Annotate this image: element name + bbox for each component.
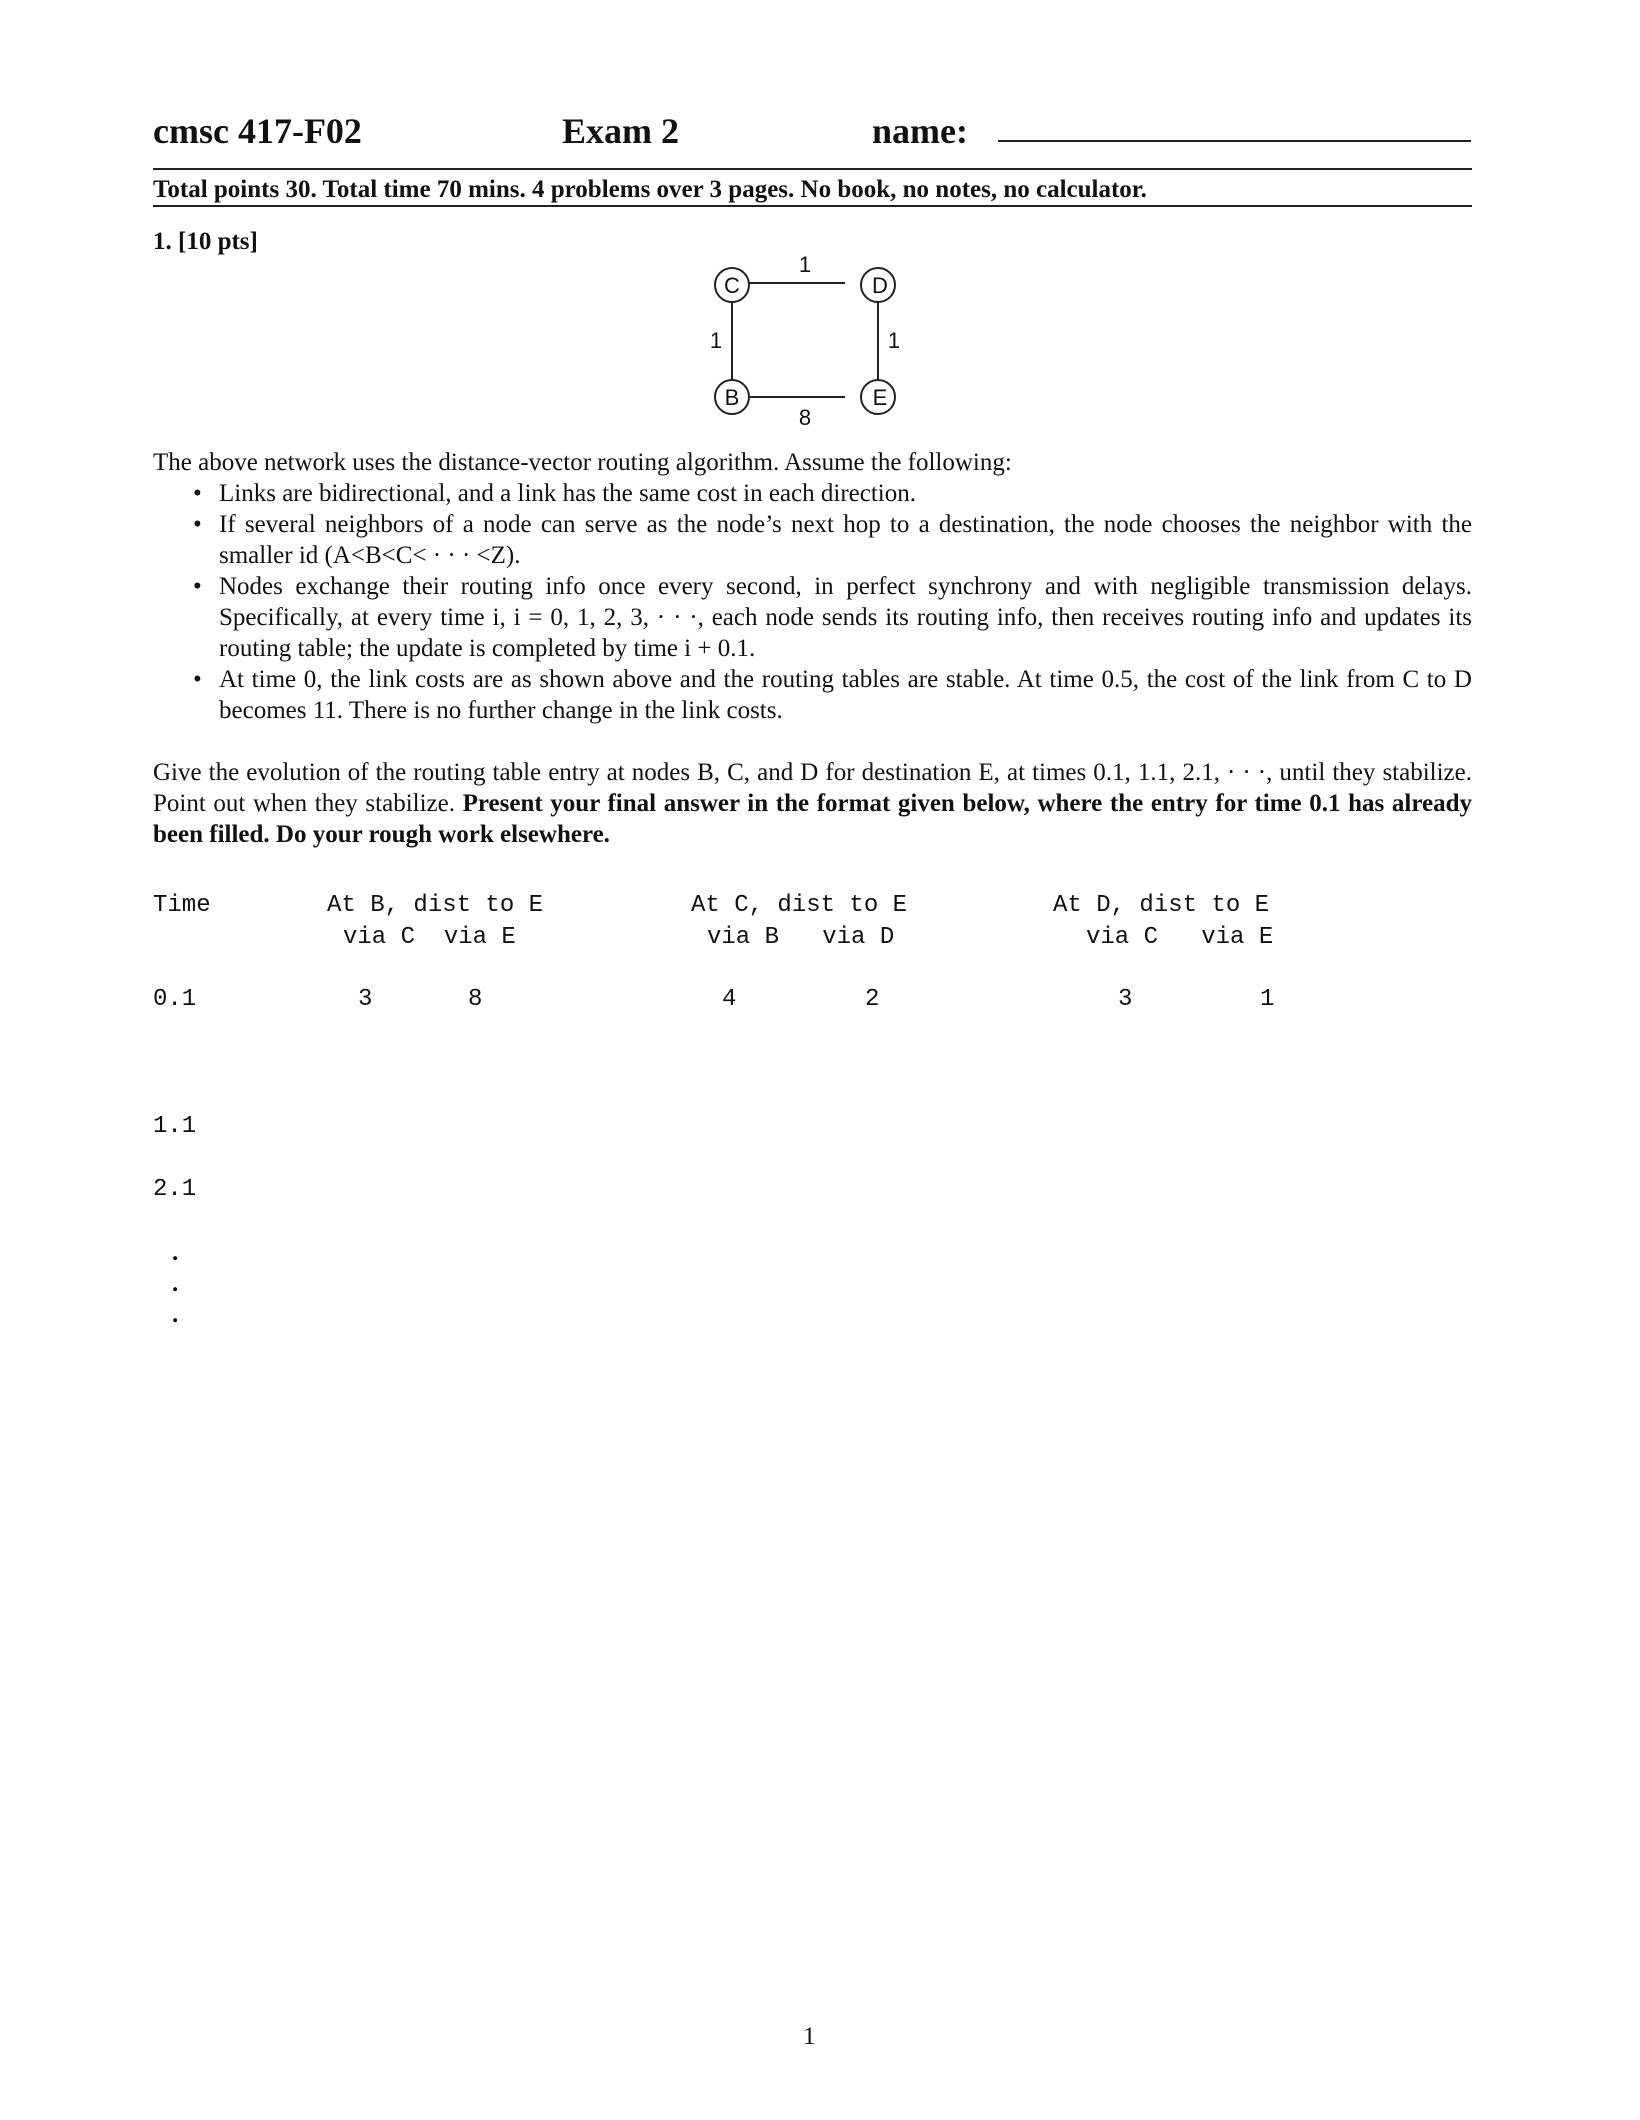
exam-title: Exam 2: [562, 111, 679, 151]
node-e: [861, 380, 895, 414]
assumption-item: • At time 0, the link costs are as shown above and the routing tables are stable. At time 0.5, the cost of the link from C to D becomes 11. There is no further change in the link costs.: [193, 666, 1472, 724]
page-number: 1: [803, 2023, 816, 2050]
node-b: [715, 380, 749, 414]
cell-b-via-e: 8: [468, 986, 483, 1013]
cost-label-b-e: 8: [798, 405, 812, 430]
course-title: cmsc 417-F02: [153, 111, 362, 151]
cell-c-via-b: 4: [722, 986, 737, 1013]
row-time-1-1: 1.1: [153, 1113, 197, 1140]
svg-text:C: C: [724, 273, 740, 298]
network-diagram: [700, 250, 920, 440]
node-d: [861, 268, 895, 302]
node-c: [715, 268, 749, 302]
assumption-item: • Links are bidirectional, and a link has the same cost in each direction.: [193, 480, 916, 507]
cell-d-via-e: 1: [1260, 986, 1275, 1013]
svg-text:D: D: [872, 273, 888, 298]
name-blank-line: [998, 140, 1471, 142]
group-b-sub: via C via E: [343, 924, 516, 951]
group-d-sub: via C via E: [1086, 924, 1274, 951]
cell-b-via-c: 3: [358, 986, 373, 1013]
cell-d-via-c: 3: [1118, 986, 1133, 1013]
cost-label-c-b: 1: [709, 328, 723, 353]
cell-c-via-d: 2: [865, 986, 880, 1013]
svg-text:B: B: [724, 385, 740, 410]
group-c-sub: via B via D: [707, 924, 895, 951]
question-bold: Present your final answer in the format given below, where the entry for time 0.1 has already been filled. Do your rough work elsewhere.: [153, 790, 1472, 848]
row-time: 0.1: [153, 986, 197, 1013]
question-text: [153, 757, 1472, 850]
table-time-header: Time: [153, 892, 211, 919]
assumption-item: • Nodes exchange their routing info once every second, in perfect synchrony and with negligible transmission delays. Specifically, at every time i, i = 0, 1, 2, 3, · · ·, each node sends its routing info, then receives routing info and updates its routing table; the update is completed by time i + 0.1.: [193, 573, 1472, 662]
continuation-dot: .: [172, 1270, 179, 1297]
name-label: name:: [872, 111, 968, 151]
group-d-title: At D, dist to E: [1053, 892, 1270, 919]
continuation-dot: .: [172, 1239, 179, 1266]
cost-label-c-d: 1: [798, 252, 812, 277]
group-b-title: At B, dist to E: [327, 892, 544, 919]
question-normal: Give the evolution of the routing table entry at nodes B, C, and D for destination E, at times 0.1, 1.1, 2.1, · · ·, until they stabilize. Point out when they stabilize.: [153, 759, 1472, 817]
cost-label-d-e: 1: [887, 328, 901, 353]
assumption-list: [153, 478, 1472, 726]
instructions: Total points 30. Total time 70 mins. 4 problems over 3 pages. No book, no notes, no calculator.: [153, 176, 1147, 203]
group-c-title: At C, dist to E: [691, 892, 908, 919]
problem-intro: The above network uses the distance-vector routing algorithm. Assume the following:: [153, 449, 1012, 476]
problem-label: 1. [10 pts]: [153, 228, 258, 255]
row-time-2-1: 2.1: [153, 1176, 197, 1203]
assumption-item: • If several neighbors of a node can serve as the node’s next hop to a destination, the node chooses the neighbor with the smaller id (A<B<C< · · · <Z).: [193, 511, 1472, 569]
bottom-rule: [153, 205, 1472, 207]
svg-text:E: E: [872, 385, 888, 410]
top-rule: [153, 168, 1472, 170]
continuation-dot: .: [172, 1301, 179, 1328]
